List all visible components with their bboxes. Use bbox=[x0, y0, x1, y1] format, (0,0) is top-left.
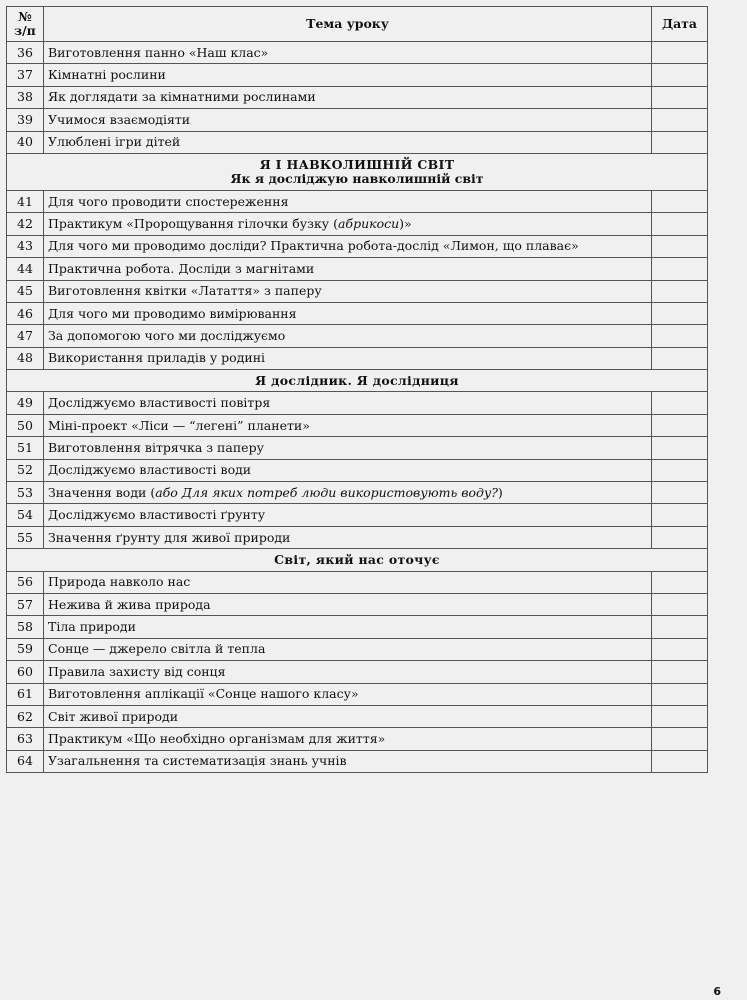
lesson-topic bbox=[44, 437, 652, 459]
lesson-topic bbox=[44, 482, 652, 504]
lesson-row bbox=[7, 347, 708, 369]
lesson-date-cell[interactable] bbox=[652, 593, 708, 615]
lesson-topic-text: Природа навколо нас bbox=[48, 574, 191, 590]
lesson-row bbox=[7, 593, 708, 615]
lesson-date-cell[interactable] bbox=[652, 414, 708, 436]
lesson-date-cell[interactable] bbox=[652, 302, 708, 324]
lesson-topic bbox=[44, 414, 652, 436]
lesson-topic-text: Світ живої природи bbox=[48, 708, 179, 724]
lesson-row bbox=[7, 504, 708, 526]
lesson-row bbox=[7, 571, 708, 593]
lesson-date-cell[interactable] bbox=[652, 64, 708, 86]
number-header-symbol: № bbox=[18, 9, 32, 24]
lesson-topic-text: Тіла природи bbox=[48, 619, 136, 635]
lesson-topic-text: Досліджуємо властивості води bbox=[48, 462, 252, 478]
lesson-date-cell[interactable] bbox=[652, 661, 708, 683]
lesson-topic bbox=[44, 571, 652, 593]
lesson-topic bbox=[44, 593, 652, 615]
lesson-row bbox=[7, 86, 708, 108]
lesson-topic bbox=[44, 728, 652, 750]
lesson-topic-text: Досліджуємо властивості повітря bbox=[48, 395, 271, 411]
lesson-row bbox=[7, 258, 708, 280]
lesson-topic bbox=[44, 459, 652, 481]
lesson-date-cell[interactable] bbox=[652, 504, 708, 526]
lesson-row bbox=[7, 750, 708, 772]
section-header-row bbox=[7, 370, 708, 392]
lesson-topic bbox=[44, 235, 652, 257]
lesson-number: 59 bbox=[7, 638, 44, 660]
lesson-number: 62 bbox=[7, 705, 44, 727]
lesson-number: 45 bbox=[7, 280, 44, 302]
section-header bbox=[7, 549, 708, 571]
lesson-date-cell[interactable] bbox=[652, 347, 708, 369]
lesson-number: 38 bbox=[7, 86, 44, 108]
lesson-date-cell[interactable] bbox=[652, 392, 708, 414]
lesson-topic bbox=[44, 64, 652, 86]
lesson-topic-text: Для чого ми проводимо досліди? Практична робота-дослід «Лимон, що плаває» bbox=[48, 238, 579, 254]
lesson-topic-text: Виготовлення аплікації «Сонце нашого класу» bbox=[48, 686, 359, 702]
lesson-topic-text: Міні-проект «Ліси — “легені” планети» bbox=[48, 417, 310, 433]
lesson-date-cell[interactable] bbox=[652, 258, 708, 280]
lesson-row bbox=[7, 638, 708, 660]
lesson-number: 37 bbox=[7, 64, 44, 86]
lesson-row bbox=[7, 64, 708, 86]
lesson-row bbox=[7, 482, 708, 504]
lesson-topic bbox=[44, 109, 652, 131]
lesson-row bbox=[7, 42, 708, 64]
section-subtitle: Як я досліджую навколишній світ bbox=[230, 170, 484, 186]
lesson-date-cell[interactable] bbox=[652, 571, 708, 593]
lesson-row bbox=[7, 131, 708, 153]
lesson-number: 49 bbox=[7, 392, 44, 414]
lesson-topic bbox=[44, 683, 652, 705]
lesson-number: 42 bbox=[7, 213, 44, 235]
lesson-date-cell[interactable] bbox=[652, 705, 708, 727]
lesson-row bbox=[7, 235, 708, 257]
lesson-topic-text: За допомогою чого ми досліджуємо bbox=[48, 327, 286, 343]
lesson-topic-text: Виготовлення панно «Наш клас» bbox=[48, 44, 269, 60]
lesson-number: 63 bbox=[7, 728, 44, 750]
lesson-number: 40 bbox=[7, 131, 44, 153]
lesson-number: 57 bbox=[7, 593, 44, 615]
lesson-row bbox=[7, 661, 708, 683]
lesson-number: 46 bbox=[7, 302, 44, 324]
lesson-topic-text: Учимося взаємодіяти bbox=[48, 111, 191, 127]
lesson-number: 50 bbox=[7, 414, 44, 436]
lesson-date-cell[interactable] bbox=[652, 526, 708, 548]
lesson-topic-text: Значення ґрунту для живої природи bbox=[48, 529, 291, 545]
lesson-topic-text: Правила захисту від сонця bbox=[48, 663, 226, 679]
lesson-topic bbox=[44, 750, 652, 772]
page-number: 6 bbox=[713, 985, 721, 998]
section-title: Я І НАВКОЛИШНІЙ СВІТ bbox=[259, 156, 455, 172]
section-title: Світ, який нас оточує bbox=[274, 551, 440, 567]
lesson-row bbox=[7, 705, 708, 727]
date-column-header: Дата bbox=[652, 7, 708, 42]
number-column-header bbox=[7, 7, 44, 42]
lesson-topic-tail: ) bbox=[497, 484, 503, 500]
lesson-number: 44 bbox=[7, 258, 44, 280]
lesson-row bbox=[7, 213, 708, 235]
lesson-topic bbox=[44, 347, 652, 369]
lesson-row bbox=[7, 437, 708, 459]
lesson-topic-text: Узагальнення та систематизація знань учнів bbox=[48, 753, 347, 769]
lesson-date-cell[interactable] bbox=[652, 325, 708, 347]
lesson-row bbox=[7, 302, 708, 324]
lesson-number: 54 bbox=[7, 504, 44, 526]
lesson-topic-italic: абрикоси bbox=[337, 216, 400, 232]
lesson-row bbox=[7, 616, 708, 638]
lesson-topic-text: Виготовлення вітрячка з паперу bbox=[48, 439, 264, 455]
lesson-number: 55 bbox=[7, 526, 44, 548]
lesson-date-cell[interactable] bbox=[652, 437, 708, 459]
lesson-topic bbox=[44, 302, 652, 324]
table-body bbox=[7, 42, 708, 773]
lesson-number: 41 bbox=[7, 190, 44, 212]
lesson-date-cell[interactable] bbox=[652, 683, 708, 705]
lesson-topic bbox=[44, 258, 652, 280]
lesson-topic-text: Виготовлення квітки «Латаття» з паперу bbox=[48, 283, 322, 299]
lesson-topic bbox=[44, 392, 652, 414]
lesson-date-cell[interactable] bbox=[652, 482, 708, 504]
section-header-row bbox=[7, 549, 708, 571]
lesson-number: 56 bbox=[7, 571, 44, 593]
lesson-date-cell[interactable] bbox=[652, 109, 708, 131]
lesson-row bbox=[7, 190, 708, 212]
lesson-date-cell[interactable] bbox=[652, 131, 708, 153]
lesson-number: 51 bbox=[7, 437, 44, 459]
lesson-topic-text: Для чого проводити спостереження bbox=[48, 193, 289, 209]
lesson-row bbox=[7, 728, 708, 750]
lesson-topic-text: Сонце — джерело світла й тепла bbox=[48, 641, 266, 657]
lesson-topic bbox=[44, 280, 652, 302]
lesson-topic-text: Досліджуємо властивості ґрунту bbox=[48, 507, 266, 523]
lesson-number: 52 bbox=[7, 459, 44, 481]
lesson-topic-text: Як доглядати за кімнатними рослинами bbox=[48, 89, 316, 105]
lesson-date-cell[interactable] bbox=[652, 213, 708, 235]
lesson-topic-text: Нежива й жива природа bbox=[48, 596, 211, 612]
lesson-topic bbox=[44, 213, 652, 235]
lesson-date-cell[interactable] bbox=[652, 638, 708, 660]
lesson-topic-text: Улюблені ігри дітей bbox=[48, 134, 181, 150]
lesson-number: 61 bbox=[7, 683, 44, 705]
lesson-row bbox=[7, 414, 708, 436]
lesson-topic bbox=[44, 638, 652, 660]
lesson-topic-text: Значення води ( bbox=[48, 484, 156, 500]
lesson-number: 53 bbox=[7, 482, 44, 504]
lesson-number: 48 bbox=[7, 347, 44, 369]
lesson-number: 64 bbox=[7, 750, 44, 772]
table-header-row bbox=[7, 7, 708, 42]
lesson-topic-text: Практична робота. Досліди з магнітами bbox=[48, 260, 315, 276]
lesson-row bbox=[7, 109, 708, 131]
lesson-date-cell[interactable] bbox=[652, 750, 708, 772]
lesson-number: 47 bbox=[7, 325, 44, 347]
lesson-topic-tail: )» bbox=[399, 216, 412, 232]
lesson-number: 58 bbox=[7, 616, 44, 638]
lesson-topic-text: Для чого ми проводимо вимірювання bbox=[48, 305, 297, 321]
lesson-topic bbox=[44, 661, 652, 683]
lesson-plan-table bbox=[6, 6, 708, 773]
lesson-topic bbox=[44, 190, 652, 212]
lesson-row bbox=[7, 392, 708, 414]
lesson-number: 60 bbox=[7, 661, 44, 683]
lesson-topic bbox=[44, 616, 652, 638]
lesson-row bbox=[7, 526, 708, 548]
lesson-topic bbox=[44, 131, 652, 153]
lesson-row bbox=[7, 280, 708, 302]
lesson-topic bbox=[44, 42, 652, 64]
lesson-date-cell[interactable] bbox=[652, 190, 708, 212]
section-header bbox=[7, 370, 708, 392]
section-title: Я дослідник. Я дослідниця bbox=[255, 372, 459, 388]
lesson-number: 39 bbox=[7, 109, 44, 131]
lesson-topic bbox=[44, 325, 652, 347]
lesson-date-cell[interactable] bbox=[652, 280, 708, 302]
lesson-date-cell[interactable] bbox=[652, 86, 708, 108]
lesson-date-cell[interactable] bbox=[652, 459, 708, 481]
lesson-row bbox=[7, 683, 708, 705]
lesson-date-cell[interactable] bbox=[652, 616, 708, 638]
topic-column-header: Тема уроку bbox=[44, 7, 652, 42]
lesson-topic-text: Використання приладів у родині bbox=[48, 350, 266, 366]
lesson-number: 36 bbox=[7, 42, 44, 64]
section-header-row bbox=[7, 153, 708, 190]
lesson-topic bbox=[44, 86, 652, 108]
lesson-topic-text: Практикум «Пророщування гілочки бузку ( bbox=[48, 216, 338, 232]
lesson-topic bbox=[44, 705, 652, 727]
lesson-row bbox=[7, 459, 708, 481]
lesson-date-cell[interactable] bbox=[652, 235, 708, 257]
lesson-topic-text: Практикум «Що необхідно організмам для життя» bbox=[48, 731, 386, 747]
lesson-number: 43 bbox=[7, 235, 44, 257]
lesson-topic-italic: або Для яких потреб люди використовують воду? bbox=[155, 484, 498, 500]
lesson-date-cell[interactable] bbox=[652, 42, 708, 64]
lesson-date-cell[interactable] bbox=[652, 728, 708, 750]
section-header bbox=[7, 153, 708, 190]
lesson-topic bbox=[44, 526, 652, 548]
lesson-row bbox=[7, 325, 708, 347]
lesson-topic bbox=[44, 504, 652, 526]
lesson-topic-text: Кімнатні рослини bbox=[48, 67, 166, 83]
number-header-abbr: з/п bbox=[14, 23, 36, 38]
